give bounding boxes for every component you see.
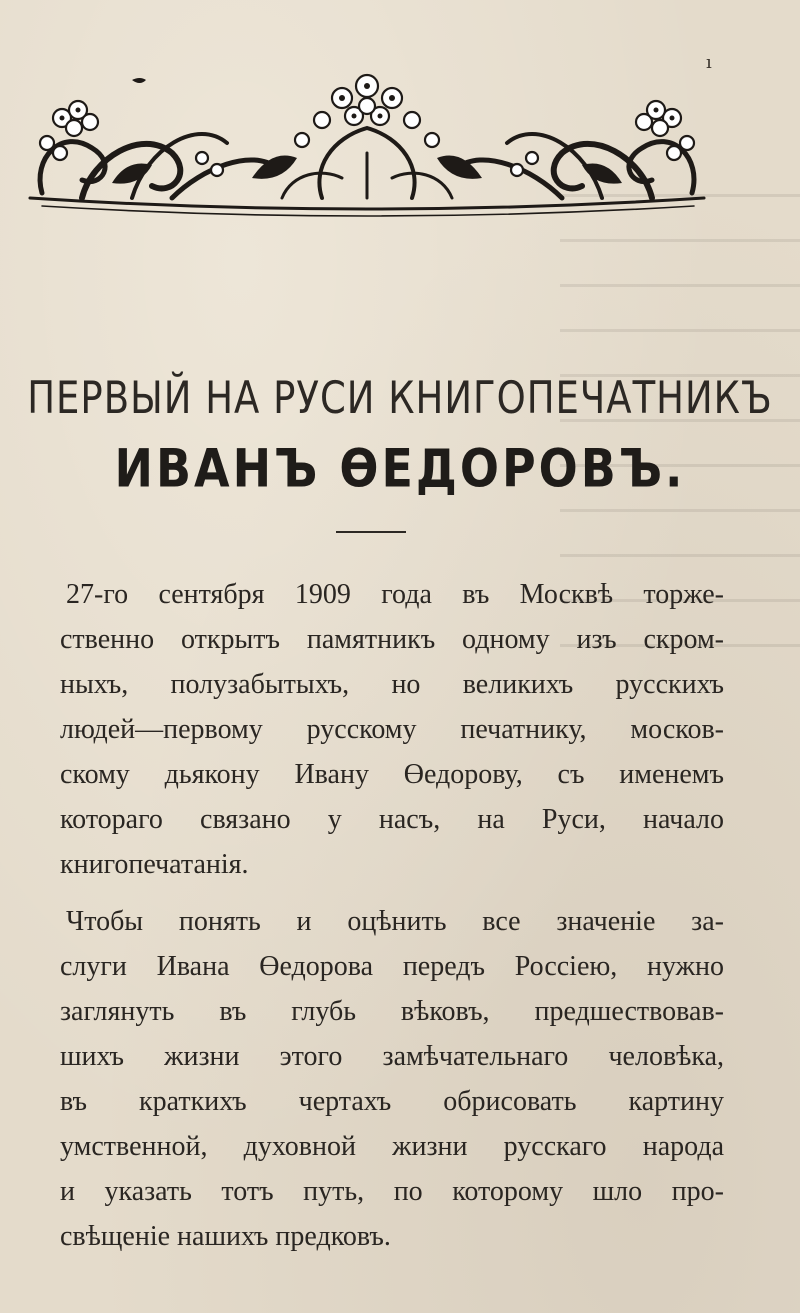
- text-line: людей—первому русскому печатнику, москов-: [60, 714, 724, 745]
- body-text: [60, 572, 724, 1259]
- text-line: книгопечатанія.: [60, 849, 249, 880]
- page-title: ИВАНЪ ӨЕДОРОВЪ.: [114, 437, 686, 500]
- text-line: ственно открытъ памятникъ одному изъ скром-: [60, 624, 724, 655]
- text-line: и указать тотъ путь, по которому шло про-: [60, 1176, 724, 1207]
- text-line: Чтобы понять и оцѣнить все значеніе за-: [66, 906, 724, 937]
- text-line: ныхъ, полузабытыхъ, но великихъ русскихъ: [60, 669, 724, 700]
- text-line: слуги Ивана Өедорова передъ Россіею, нужно: [60, 951, 724, 982]
- divider-rule: [336, 531, 406, 533]
- text-line: скому дьякону Ивану Өедорову, съ именемъ: [60, 759, 724, 790]
- text-line: умственной, духовной жизни русскаго народа: [60, 1131, 724, 1162]
- text-line: 27-го сентября 1909 года въ Москвѣ торже-: [66, 579, 724, 610]
- text-line: свѣщеніе нашихъ предковъ.: [60, 1221, 391, 1252]
- paragraph: [60, 899, 724, 1259]
- text-line: въ краткихъ чертахъ обрисовать картину: [60, 1086, 724, 1117]
- text-line: котораго связано у насъ, на Руси, начало: [60, 804, 724, 835]
- text-line: заглянуть въ глубь вѣковъ, предшествовав-: [60, 996, 724, 1027]
- floral-headpiece-ornament: [22, 58, 712, 223]
- paragraph: [60, 572, 724, 887]
- text-line: шихъ жизни этого замѣчательнаго человѣка,: [60, 1041, 724, 1072]
- page-mark: ı: [706, 52, 712, 73]
- subtitle: ПЕРВЫЙ НА РУСИ КНИГОПЕЧАТНИКЪ: [27, 372, 773, 424]
